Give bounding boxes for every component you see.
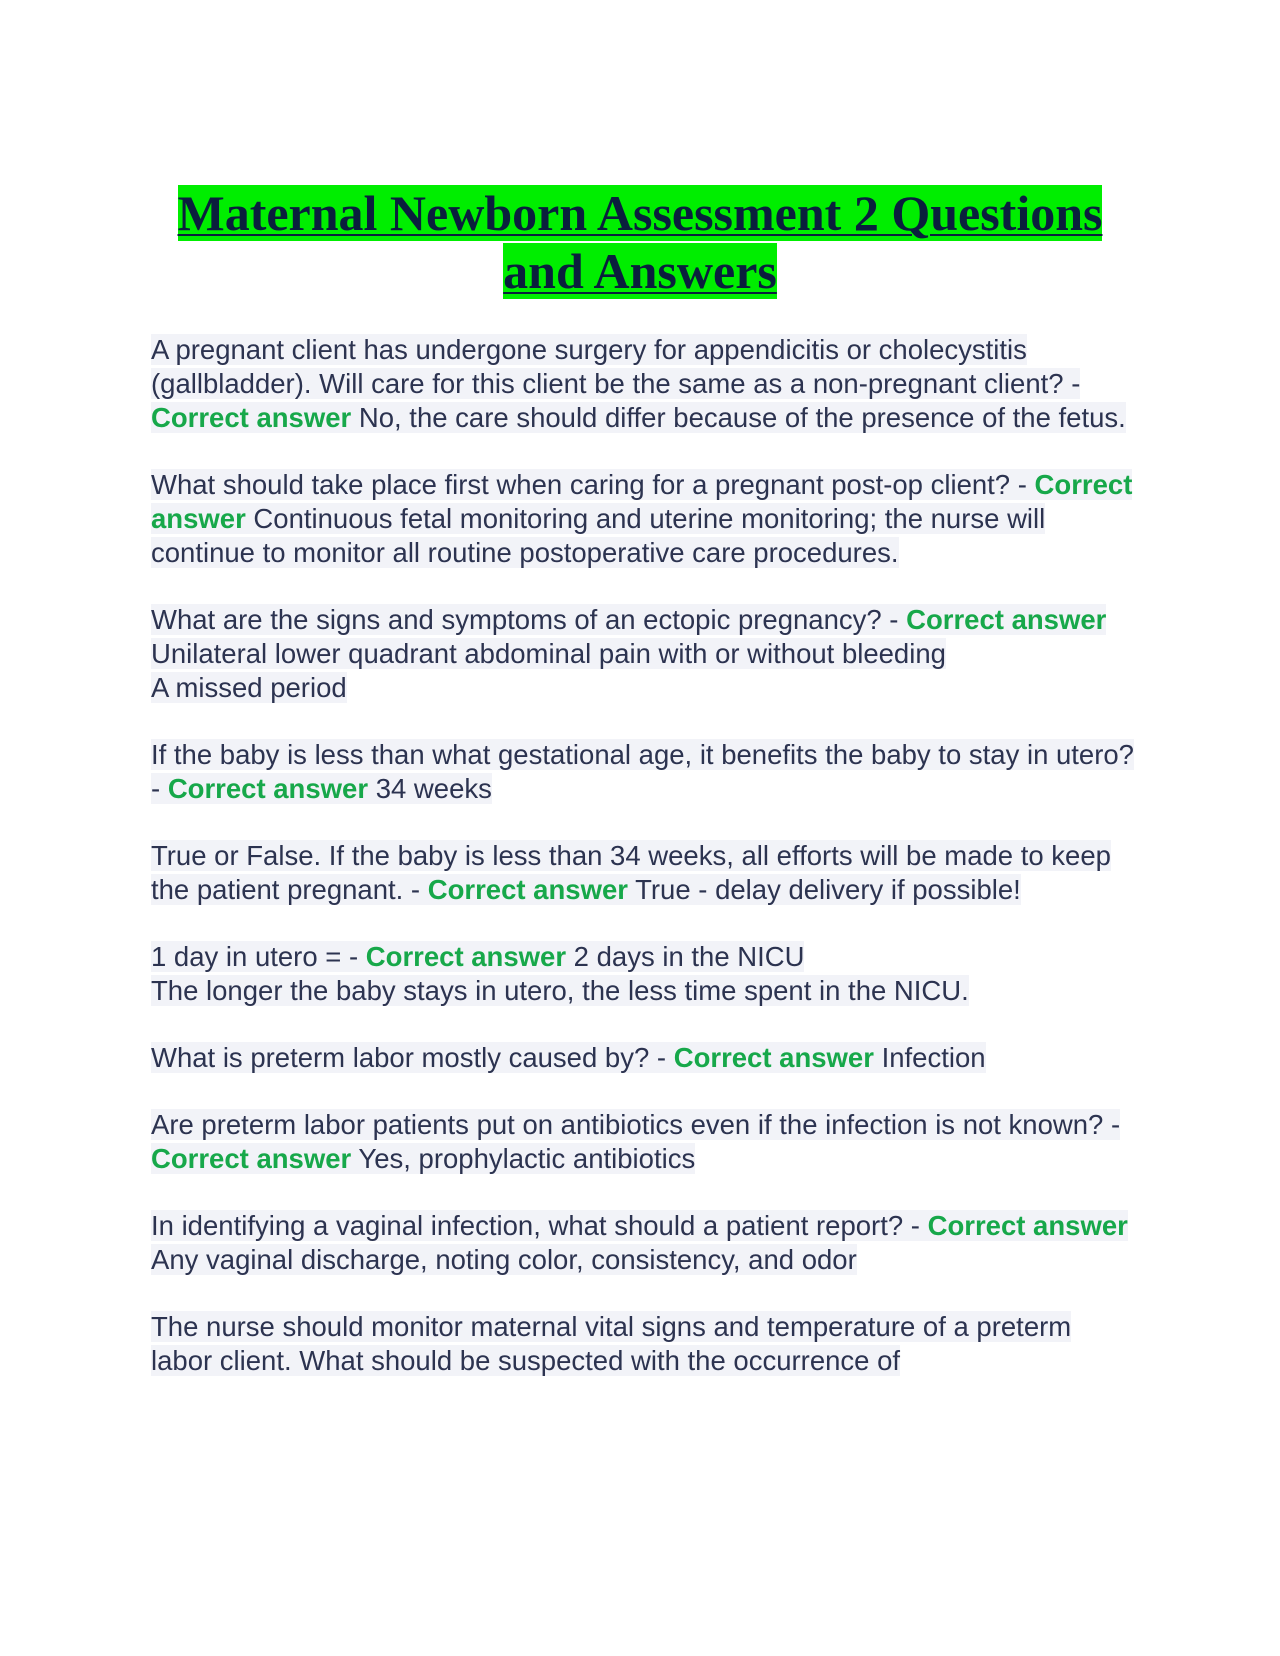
answer-text: True - delay delivery if possible! <box>635 874 1021 905</box>
correct-answer-label: Correct answer <box>906 604 1107 635</box>
correct-answer-label: Correct answer <box>151 402 352 433</box>
qa-item <box>151 1209 1136 1277</box>
answer-extra-text: The longer the baby stays in utero, the less time spent in the NICU. <box>151 975 969 1006</box>
answer-text: Infection <box>881 1042 986 1073</box>
correct-answer-label: Correct answer <box>167 773 369 804</box>
question-text: What should take place first when caring for a pregnant post-op client? <box>151 469 1011 500</box>
question-text: What are the signs and symptoms of an ectopic pregnancy? <box>151 604 882 635</box>
correct-answer-label: Correct answer <box>673 1042 874 1073</box>
separator: - <box>1063 368 1081 399</box>
question-text: Are preterm labor patients put on antibiotics even if the infection is not known? <box>151 1109 1104 1140</box>
question-text: A pregnant client has undergone surgery for appendicitis or cholecystitis (gallbladder). Will care for this client be the same as a non-pregnant client? <box>151 334 1064 399</box>
correct-answer-label: Correct answer <box>927 1210 1128 1241</box>
answer-text: Yes, prophylactic antibiotics <box>358 1143 696 1174</box>
qa-item <box>151 839 1136 907</box>
question-text: If the baby is less than what gestational age, it benefits the baby to stay in utero? <box>151 739 1134 770</box>
qa-item <box>151 1108 1136 1176</box>
correct-answer-label: Correct answer <box>151 1143 352 1174</box>
qa-item <box>151 940 1136 1008</box>
separator: - <box>1103 1109 1121 1140</box>
separator: - <box>649 1042 674 1073</box>
qa-item <box>151 738 1136 806</box>
qa-item <box>151 1310 1136 1378</box>
separator: - <box>341 941 366 972</box>
answer-text: Continuous fetal monitoring and uterine monitoring; the nurse will continue to monitor all routine postoperative care procedures. <box>151 503 1046 568</box>
qa-item <box>151 1041 1136 1075</box>
question-text: What is preterm labor mostly caused by? <box>151 1042 650 1073</box>
correct-answer-label: Correct answer <box>365 941 567 972</box>
separator: - <box>881 604 907 635</box>
question-text: 1 day in utero = <box>151 941 342 972</box>
qa-item <box>151 603 1136 705</box>
document-title-text: Maternal Newborn Assessment 2 Questions and Answers <box>177 185 1103 299</box>
separator: - <box>403 874 428 905</box>
separator: - <box>151 773 168 804</box>
answer-text: Any vaginal discharge, noting color, consistency, and odor <box>151 1244 857 1275</box>
answer-text: Unilateral lower quadrant abdominal pain with or without bleeding <box>151 638 946 669</box>
separator: - <box>1010 469 1035 500</box>
answer-text: 2 days in the NICU <box>573 941 805 972</box>
document-title <box>150 184 1130 300</box>
answer-text: 34 weeks <box>375 773 492 804</box>
question-text: The nurse should monitor maternal vital signs and temperature of a preterm labor client. What should be suspected with the occurrence of <box>151 1311 1072 1376</box>
question-text: In identifying a vaginal infection, what should a patient report? <box>151 1210 904 1241</box>
question-text: True or False. If the baby is less than 34 weeks, all efforts will be made to keep the patient pregnant. <box>151 840 1111 905</box>
separator: - <box>903 1210 928 1241</box>
answer-text: No, the care should differ because of the presence of the fetus. <box>358 402 1126 433</box>
qa-list <box>151 333 1136 1411</box>
qa-item <box>151 333 1136 435</box>
qa-item <box>151 468 1136 570</box>
correct-answer-label: Correct answer <box>427 874 628 905</box>
answer-extra-text: A missed period <box>151 672 347 703</box>
correct-answer-label: Correct answer <box>151 469 1133 534</box>
